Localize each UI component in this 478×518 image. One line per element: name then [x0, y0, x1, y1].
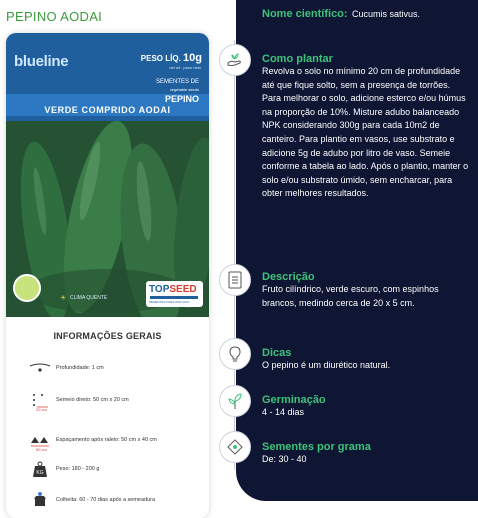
net-weight-sub: net wt · peso neto	[169, 65, 201, 70]
scientific-name-value: Cucumis sativus.	[352, 9, 421, 19]
weight-icon-text: KG	[36, 470, 44, 476]
sprout-icon	[219, 385, 251, 417]
section-germination	[262, 394, 470, 420]
variety-name: VERDE COMPRIDO AODAI	[44, 105, 171, 115]
seller-logo-text	[149, 284, 197, 295]
seed-icon	[219, 431, 251, 463]
info-row-text: Peso: 180 - 200 g	[56, 466, 100, 472]
seeds-label-main: SEMENTES DE	[155, 79, 199, 85]
crop-name: PEPINO	[164, 94, 199, 104]
scientific-name	[262, 4, 470, 22]
seller-logo-a: TOP	[149, 284, 170, 295]
depth-icon	[28, 359, 52, 377]
section-seeds-per-gram	[262, 441, 470, 467]
info-row-text: Profundidade: 1 cm	[56, 365, 104, 371]
section-tips	[262, 347, 470, 373]
section-title: Sementes por grama	[262, 441, 371, 453]
quality-seal-icon	[13, 274, 41, 302]
net-weight-label: PESO LÍQ.	[140, 54, 181, 63]
net-weight	[141, 52, 202, 64]
sun-icon: ☀	[60, 295, 67, 302]
section-text: Revolva o solo no mínimo 20 cm de profundidade até que fique solto, sem a presença de torrões. Para melhorar o solo, adicione esterco e/ou húmus na proporção de 10%. Misture adubo balanceado NPK considerando 300g para cada 10m2 de canteiro. Para plantio em vasos, use substrato e adicione 5g de adubo por litro de vaso. Semeie conforme a tabela ao lado. Após o plantio, manter o solo e/ou substrato úmido, sem encharcar, para obter melhores resultados.	[262, 66, 469, 199]
planting-hand-icon	[219, 44, 251, 76]
weight-icon	[28, 460, 52, 478]
brand-logo: blueline	[14, 53, 69, 70]
lightbulb-icon	[219, 338, 251, 370]
climate-label: CLIMA QUENTE	[70, 295, 108, 301]
checklist-icon	[219, 264, 251, 296]
section-text: Fruto cilíndrico, verde escuro, com espinhos brancos, medindo cerca de 20 x 5 cm.	[262, 284, 439, 308]
section-description	[262, 271, 470, 310]
info-row-harvest	[28, 491, 155, 509]
net-weight-value: 10g	[183, 52, 202, 64]
info-row-weight	[28, 460, 99, 478]
section-planting	[262, 53, 470, 201]
seeds-label-sub: vegetable seeds	[169, 87, 199, 92]
section-text: O pepino é um diurético natural.	[262, 360, 391, 370]
harvest-icon	[28, 491, 52, 509]
thinning-aux-label: 50 cm	[36, 447, 47, 452]
section-title: Como plantar	[262, 53, 333, 65]
section-text: 4 - 14 dias	[262, 407, 305, 417]
section-text: De: 30 - 40	[262, 454, 307, 464]
section-title: Descrição	[262, 271, 315, 283]
seed-packet-image	[6, 33, 209, 518]
spacing-aux-label: 20 cm	[36, 407, 47, 412]
section-title: Dicas	[262, 347, 292, 359]
seller-logo-bar	[150, 296, 198, 299]
info-row-thinning	[28, 431, 157, 449]
seller-logo-b: SEED	[169, 284, 197, 295]
section-title: Germinação	[262, 394, 326, 406]
seeds-label	[156, 79, 199, 93]
scientific-name-label: Nome científico:	[262, 8, 348, 20]
seller-logo	[146, 281, 203, 307]
info-row-text: Colheita: 60 - 70 dias após a semeadura	[56, 497, 156, 503]
info-row-text: Espaçamento após raleio: 50 cm x 40 cm	[56, 437, 157, 443]
general-info-title: INFORMAÇÕES GERAIS	[53, 331, 162, 341]
info-row-depth	[28, 359, 104, 377]
info-row-text: Semeio direto: 50 cm x 20 cm	[56, 397, 129, 403]
product-title: PEPINO AODAI	[6, 9, 103, 24]
seller-logo-sub: SEMENTES PARA UMA VIDA	[149, 300, 190, 304]
